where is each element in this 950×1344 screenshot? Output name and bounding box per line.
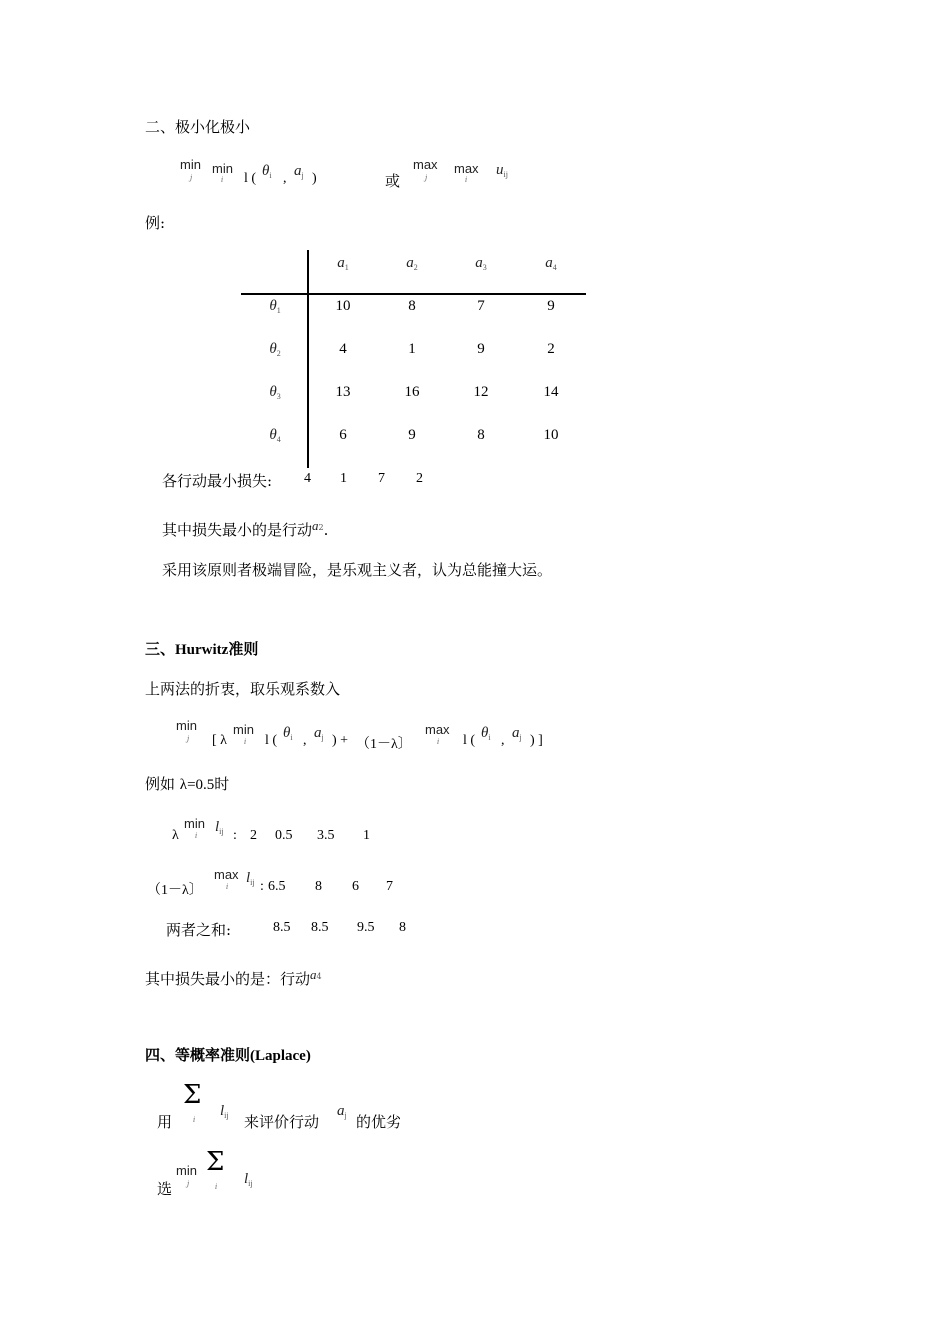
min-loss-value: 2	[416, 471, 423, 486]
evaluate-text: 来评价行动	[244, 1113, 320, 1131]
row-value: 8	[315, 879, 322, 894]
column-header: $a_3$	[475, 255, 487, 272]
colon: :	[233, 828, 237, 843]
close-bracket: ) ]	[530, 733, 543, 748]
max-operator: max	[425, 722, 450, 737]
row-header: $\theta_3$	[269, 384, 281, 401]
action-symbol: $a_j$	[337, 1103, 347, 1120]
min-operator: min	[184, 816, 205, 831]
table-cell: 13	[335, 384, 351, 400]
row-value: 9.5	[357, 920, 375, 935]
column-header: $a_2$	[406, 255, 418, 272]
section-heading-hurwitz: 三、Hurwitz准则	[145, 640, 259, 658]
row-value: 8	[399, 920, 406, 935]
loss-element: $l_{ij}$	[215, 819, 224, 836]
table-cell: 7	[477, 298, 485, 314]
row-header: $\theta_1$	[269, 298, 281, 315]
merit-text: 的优劣	[356, 1113, 402, 1131]
or-word: 或	[385, 172, 401, 190]
hurwitz-intro: 上两法的折衷，取乐观系数入	[145, 680, 341, 698]
table-cell: 10	[543, 427, 559, 443]
row-header: $\theta_2$	[269, 341, 281, 358]
sigma-subscript: i	[193, 1116, 196, 1124]
comma: ,	[303, 733, 307, 748]
table-cell: 8	[477, 427, 485, 443]
loss-function: l (	[265, 733, 278, 748]
row-value: 1	[363, 828, 370, 843]
loss-element: $l_{ij}$	[244, 1171, 253, 1188]
max-subscript: i	[465, 176, 468, 184]
min-subscript: i	[244, 738, 247, 746]
table-cell: 12	[473, 384, 489, 400]
table-vertical-rule	[307, 250, 309, 468]
max-subscript: j	[425, 174, 428, 182]
min-subscript: j	[187, 1180, 190, 1188]
rparen: )	[312, 171, 317, 186]
row-header: $\theta_4$	[269, 427, 281, 444]
min-operator: min	[176, 718, 197, 733]
row-value: 6	[352, 879, 359, 894]
table-cell: 2	[547, 341, 555, 357]
one-minus-lambda: （1－λ〕	[356, 737, 412, 752]
table-cell: 4	[339, 341, 347, 357]
action-symbol: $a_j$	[512, 725, 522, 742]
sigma-subscript: i	[215, 1183, 218, 1191]
lambda-symbol: λ	[172, 828, 179, 843]
column-header: $a_1$	[337, 255, 349, 272]
min-subscript: j	[187, 735, 190, 743]
column-header: $a_4$	[545, 255, 557, 272]
min-operator: min	[180, 157, 201, 172]
row-value: 6.5	[268, 879, 286, 894]
section-heading-minimin: 二、极小化极小	[145, 118, 251, 136]
rparen: ) +	[332, 733, 349, 748]
hurwitz-result-sentence: 其中损失最小的是：行动$a^4$	[145, 967, 322, 988]
max-operator: max	[214, 867, 239, 882]
max-operator: max	[413, 157, 438, 172]
min-subscript: i	[221, 176, 224, 184]
min-loss-value: 1	[340, 471, 347, 486]
min-loss-value: 7	[378, 471, 385, 486]
hurwitz-example-line: 例如 λ=0.5时	[145, 775, 230, 793]
theta-symbol: $\theta_i$	[262, 163, 272, 180]
one-minus-lambda: （1－λ〕	[147, 883, 203, 898]
min-operator: min	[176, 1163, 197, 1178]
table-cell: 1	[408, 341, 416, 357]
loss-function: l (	[244, 171, 257, 186]
min-subscript: j	[190, 174, 193, 182]
max-subscript: i	[437, 738, 440, 746]
max-subscript: i	[226, 883, 229, 891]
table-cell: 14	[543, 384, 559, 400]
action-symbol: $a_j$	[314, 725, 324, 742]
sum-label: 两者之和:	[166, 921, 232, 939]
use-word: 用	[157, 1113, 173, 1131]
min-loss-label: 各行动最小损失:	[162, 472, 273, 490]
table-cell: 9	[408, 427, 416, 443]
loss-function: l (	[463, 733, 476, 748]
row-value: 7	[386, 879, 393, 894]
action-symbol: $a_j$	[294, 163, 304, 180]
row-value: 2	[250, 828, 257, 843]
table-cell: 6	[339, 427, 347, 443]
open-bracket: [ λ	[212, 733, 227, 748]
min-operator: min	[233, 722, 254, 737]
theta-symbol: $\theta_i$	[481, 725, 491, 742]
row-value: 0.5	[275, 828, 293, 843]
section-heading-laplace: 四、等概率准则(Laplace)	[145, 1046, 311, 1064]
comment-sentence: 采用该原则者极端冒险，是乐观主义者，认为总能撞大运。	[162, 561, 553, 579]
table-cell: 16	[404, 384, 420, 400]
loss-element: $l_{ij}$	[246, 870, 255, 887]
row-value: 8.5	[311, 920, 329, 935]
row-value: 8.5	[273, 920, 291, 935]
sigma-symbol: Σ	[183, 1080, 202, 1110]
comma: ,	[283, 171, 287, 186]
colon: :	[260, 879, 264, 894]
table-cell: 9	[477, 341, 485, 357]
table-cell: 10	[335, 298, 351, 314]
min-loss-value: 4	[304, 471, 311, 486]
table-cell: 9	[547, 298, 555, 314]
sigma-symbol: Σ	[206, 1147, 225, 1177]
utility-symbol: $u_{ij}$	[496, 162, 508, 179]
table-cell: 8	[408, 298, 416, 314]
max-operator: max	[454, 161, 479, 176]
theta-symbol: $\theta_i$	[283, 725, 293, 742]
result-sentence: 其中损失最小的是行动$a^2$.	[162, 518, 329, 539]
table-horizontal-rule	[241, 293, 586, 295]
example-label: 例:	[145, 214, 166, 232]
loss-element: $l_{ij}$	[220, 1103, 229, 1120]
min-operator: min	[212, 161, 233, 176]
min-subscript: i	[195, 832, 198, 840]
comma: ,	[501, 733, 505, 748]
row-value: 3.5	[317, 828, 335, 843]
select-word: 选	[157, 1180, 173, 1198]
